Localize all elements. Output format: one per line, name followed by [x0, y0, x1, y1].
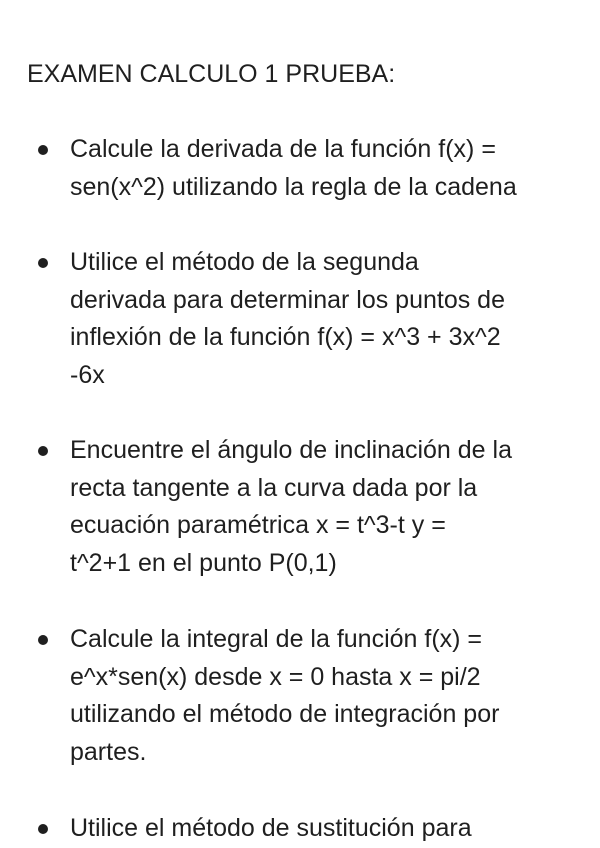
question-line: Encuentre el ángulo de inclinación de la [70, 436, 512, 464]
question-item-2 [70, 244, 580, 394]
question-line: inflexión de la función f(x) = x^3 + 3x^2 [70, 323, 501, 352]
question-line: -6x [70, 360, 105, 389]
question-line: Utilice el método de la segunda [70, 248, 419, 276]
question-line: recta tangente a la curva dada por la [70, 473, 478, 502]
question-line: derivada para determinar los puntos de [70, 285, 505, 314]
bullet-icon [38, 258, 48, 268]
bullet-icon [38, 145, 48, 155]
question-line: partes. [70, 737, 147, 766]
document-title: EXAMEN CALCULO 1 PRUEBA: [27, 60, 396, 88]
question-line: Calcule la integral de la función f(x) = [70, 625, 483, 653]
question-item-1 [70, 131, 580, 206]
question-line: utilizando el método de integración por [70, 700, 500, 729]
question-item-3 [70, 432, 580, 582]
bullet-icon [38, 446, 48, 456]
question-line: Calcule la derivada de la función f(x) = [70, 135, 496, 163]
question-line: ecuación paramétrica x = t^3-t y = [70, 511, 446, 540]
question-item-4 [70, 621, 580, 771]
question-line: t^2+1 en el punto P(0,1) [70, 548, 337, 577]
question-line: sen(x^2) utilizando la regla de la cadena [70, 172, 517, 201]
question-line: Utilice el método de sustitución para [70, 814, 472, 842]
bullet-icon [38, 824, 48, 834]
question-line: e^x*sen(x) desde x = 0 hasta x = pi/2 [70, 662, 481, 691]
bullet-icon [38, 635, 48, 645]
question-item-5 [70, 810, 580, 848]
